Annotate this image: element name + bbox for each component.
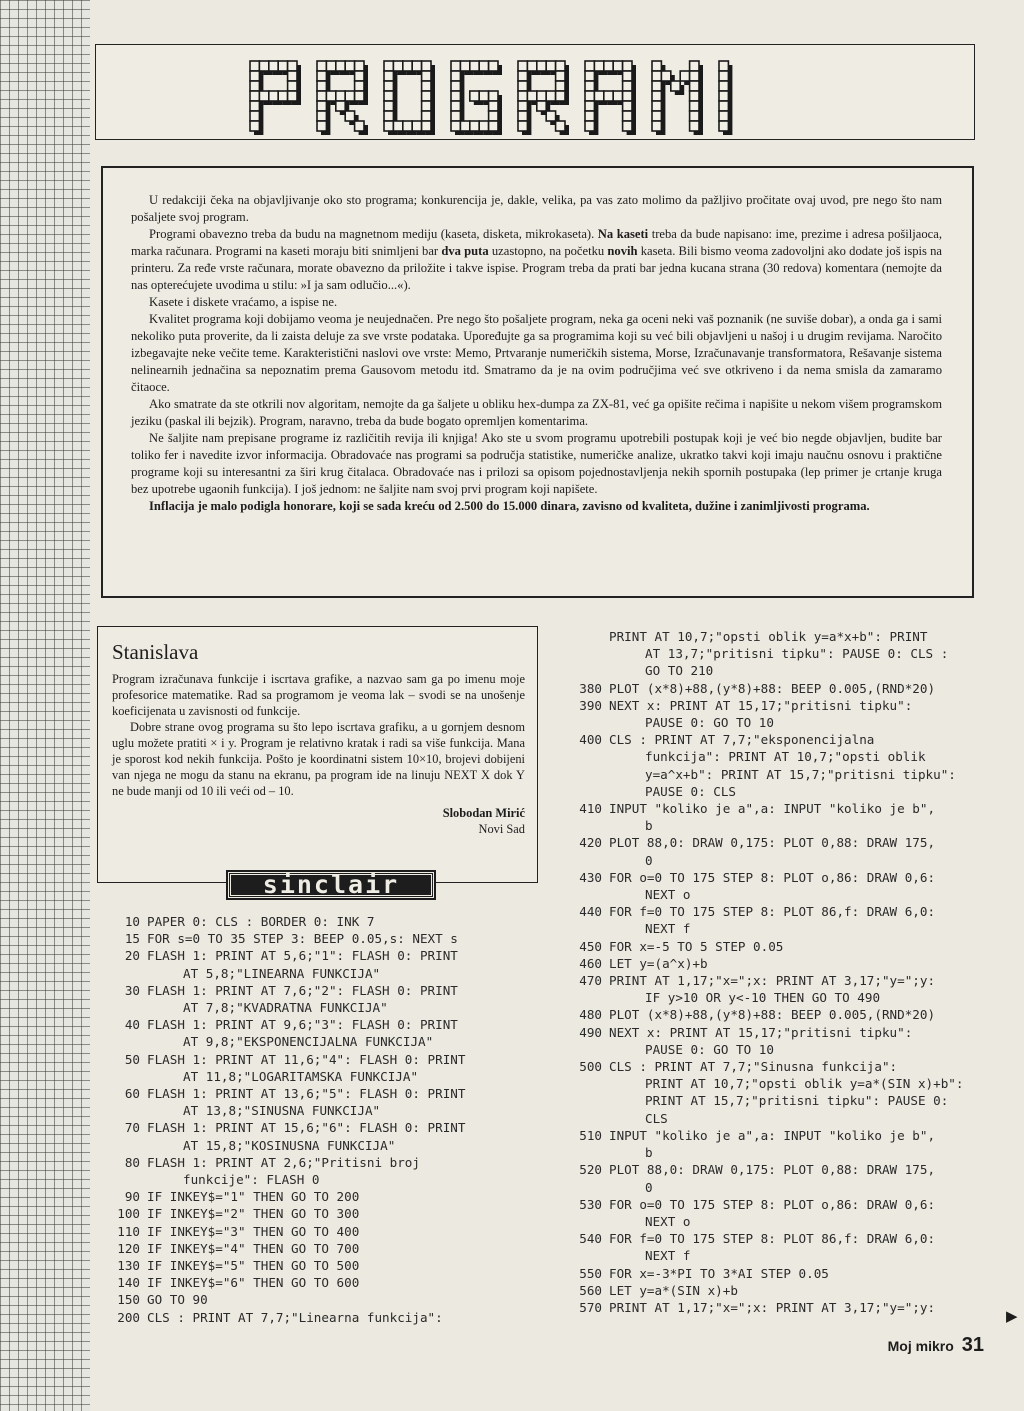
line-number: 10 [124, 914, 140, 929]
code-line [104, 1257, 524, 1274]
intro-emphasis: Na kaseti [597, 227, 649, 241]
code-line [566, 1058, 986, 1075]
code-line [566, 1230, 986, 1247]
code-text: FOR o=0 TO 175 STEP 8: PLOT o,86: DRAW 0,6: [609, 869, 936, 885]
logo-letter [518, 61, 569, 135]
basic-listing-left [104, 913, 524, 1326]
code-line [566, 938, 986, 955]
code-text: IF INKEY$="3" THEN GO TO 400 [147, 1223, 360, 1239]
code-line [104, 982, 524, 999]
line-number [566, 1092, 609, 1109]
code-text: PAPER 0: CLS : BORDER 0: INK 7 [147, 914, 375, 929]
line-number: 410 [579, 801, 602, 817]
page-footer [888, 1334, 984, 1357]
line-number: 120 [117, 1240, 140, 1256]
code-line [566, 852, 986, 869]
code-text: NEXT o [645, 1213, 691, 1229]
code-line [566, 920, 986, 937]
article-paragraph-1: Program izračunava funkcije i iscrtava grafike, a nazvao sam ga po imenu moje profesorice matematike. Rad sa programom je veoma lak – svodi se na unošenje koeficijenata u zavisnosti od funkcije. [112, 672, 525, 718]
code-line [104, 1068, 524, 1085]
logo-letter [384, 61, 435, 135]
code-text: AT 15,8;"KOSINUSNA FUNKCIJA" [183, 1137, 396, 1153]
intro-text: Programi obavezno treba da budu na magnetnom mediju (kaseta, disketa, mikrokaseta). [149, 227, 598, 241]
intro-text: Kvalitet programa koji dobijamo veoma je neujednačen. Pre nego što pošaljete program, neka ga oceni neki vaš poznanik (ne suviše dobar), a onda ga i sami nekoliko puta proverite, da li zaista deluje za sve vrste podataka. Upoređujte ga sa programima koji su već bili objavljeni u našoj i u drugim revijama. Naročito izbegavajte neke večite teme. Karakteristični naslovi ove vrste: Memo, Prtvaranje numeričkih sistema, Morse, Izračunavanje transformatora, Rešavanje sistema nelinearnih jednačina sa nepoznatim prema Gausovom metodu itd. Smatramo da je na ovim područjima već sve otkriveno i da nema smisla da zamaramo čitaoce. [131, 312, 942, 394]
code-text: CLS [645, 1110, 668, 1126]
code-line [104, 1016, 524, 1033]
article-stanislava [97, 626, 538, 883]
code-line [566, 1041, 986, 1058]
code-line [566, 1282, 986, 1299]
logo-letter [652, 61, 703, 135]
programi-logo [246, 55, 826, 135]
article-title: Stanislava [112, 640, 199, 664]
line-number: 470 [579, 973, 602, 989]
intro-paragraph [131, 294, 942, 311]
line-number: 140 [117, 1275, 140, 1291]
code-line [104, 1274, 524, 1291]
code-text: NEXT x: PRINT AT 15,17;"pritisni tipku": [609, 1024, 913, 1040]
code-text: AT 13,7;"pritisni tipku": PAUSE 0: CLS : [645, 646, 949, 662]
line-number: 390 [579, 697, 602, 713]
code-line [566, 697, 986, 714]
code-text: AT 7,8;"KVADRATNA FUNKCIJA" [183, 1000, 388, 1016]
code-text: FOR x=-5 TO 5 STEP 0.05 [609, 938, 784, 954]
code-line [566, 1092, 986, 1109]
line-number [566, 886, 609, 903]
code-text: FOR f=0 TO 175 STEP 8: PLOT 86,f: DRAW 6,0: [609, 1231, 936, 1247]
code-line [566, 989, 986, 1006]
code-line [104, 1137, 524, 1154]
line-number [566, 1075, 609, 1092]
code-line [104, 1119, 524, 1136]
code-text: IF INKEY$="2" THEN GO TO 300 [147, 1206, 360, 1222]
code-line [104, 930, 524, 947]
code-line [566, 955, 986, 972]
code-line [104, 1188, 524, 1205]
logo-letter [451, 61, 502, 135]
sinclair-logo: sinclair [228, 872, 434, 898]
intro-text: kaseta. Bili bismo veoma zadovoljni ako dodate još ispis na printeru. Za ređe vrste računara, morate obavezno da priložite i takve ispise. Program treba da prati bar jedna kucana strana (30 redova) komentara (nemojte da nas opterećujete uvodima u stilu: »I ja sam odlučio...«). [131, 244, 943, 292]
code-text: AT 13,8;"SINUSNA FUNKCIJA" [183, 1103, 381, 1119]
intro-emphasis: dva puta [441, 244, 489, 258]
code-line [566, 1179, 986, 1196]
code-line [566, 628, 986, 645]
code-line [104, 999, 524, 1016]
code-text: PLOT (x*8)+88,(y*8)+88: BEEP 0.005,(RND*20) [609, 1007, 936, 1023]
code-text: GO TO 90 [147, 1292, 208, 1308]
line-number [566, 1247, 609, 1264]
basic-listing-right [566, 628, 986, 1316]
line-number [566, 1041, 609, 1058]
code-line [104, 1154, 524, 1171]
line-number [566, 783, 609, 800]
code-line [566, 800, 986, 817]
title-banner [95, 44, 975, 140]
code-text: FOR s=0 TO 35 STEP 3: BEEP 0.05,s: NEXT s [147, 931, 458, 947]
code-text: GO TO 210 [645, 663, 714, 679]
line-number [104, 1068, 147, 1085]
intro-paragraph [131, 311, 942, 396]
code-line [566, 662, 986, 679]
line-number [566, 1179, 609, 1196]
line-number: 90 [124, 1189, 140, 1205]
code-text: PRINT AT 1,17;"x=";x: PRINT AT 3,17;"y=";y: [609, 1299, 936, 1315]
line-number: 500 [579, 1059, 602, 1075]
code-text: PLOT 88,0: DRAW 0,175: PLOT 0,88: DRAW 175, [609, 835, 936, 851]
code-text: CLS : PRINT AT 7,7;"Sinusna funkcija": [609, 1059, 898, 1075]
code-line [566, 766, 986, 783]
submission-guidelines [101, 166, 974, 598]
logo-letter [719, 61, 732, 135]
code-text: IF INKEY$="4" THEN GO TO 700 [147, 1240, 360, 1256]
logo-letter [317, 61, 368, 135]
code-line [566, 1299, 986, 1316]
code-text: FLASH 1: PRINT AT 13,6;"5": FLASH 0: PRINT [147, 1086, 466, 1102]
code-line [566, 1127, 986, 1144]
code-text: AT 5,8;"LINEARNA FUNKCIJA" [183, 965, 381, 981]
line-number: 460 [579, 955, 602, 971]
line-number: 150 [117, 1292, 140, 1308]
code-text: PAUSE 0: CLS [645, 783, 736, 799]
line-number: 130 [117, 1258, 140, 1274]
code-text: PLOT (x*8)+88,(y*8)+88: BEEP 0.005,(RND*20) [609, 680, 936, 696]
intro-text: uzastopno, na početku [488, 244, 608, 258]
author-name: Slobodan Mirić [442, 806, 525, 820]
line-number [566, 766, 609, 783]
code-text: NEXT x: PRINT AT 15,17;"pritisni tipku": [609, 697, 913, 713]
code-text: IF y>10 OR y<-10 THEN GO TO 490 [645, 990, 881, 1006]
code-text: PAUSE 0: GO TO 10 [645, 1041, 774, 1057]
code-text: PLOT 88,0: DRAW 0,175: PLOT 0,88: DRAW 175, [609, 1162, 936, 1178]
code-text: FLASH 1: PRINT AT 5,6;"1": FLASH 0: PRINT [147, 948, 458, 964]
code-line [566, 834, 986, 851]
line-number [566, 628, 609, 645]
line-number: 100 [117, 1206, 140, 1222]
code-text: FOR o=0 TO 175 STEP 8: PLOT o,86: DRAW 0,6: [609, 1196, 936, 1212]
code-line [566, 1247, 986, 1264]
line-number: 550 [579, 1265, 602, 1281]
code-text: IF INKEY$="5" THEN GO TO 500 [147, 1258, 360, 1274]
intro-paragraph [131, 226, 942, 294]
line-number [566, 1110, 609, 1127]
code-text: INPUT "koliko je a",a: INPUT "koliko je b", [609, 801, 936, 817]
code-line [566, 1144, 986, 1161]
line-number [104, 999, 147, 1016]
line-number: 400 [579, 732, 602, 748]
code-text: y=a^x+b": PRINT AT 15,7;"pritisni tipku": [645, 766, 956, 782]
line-number: 30 [124, 982, 140, 998]
code-line [566, 1024, 986, 1041]
intro-paragraph [131, 430, 942, 498]
line-number: 560 [579, 1282, 602, 1298]
code-text: b [645, 1145, 653, 1161]
code-line [566, 1075, 986, 1092]
code-line [566, 972, 986, 989]
code-line [566, 714, 986, 731]
code-line [104, 1033, 524, 1050]
line-number [104, 1137, 147, 1154]
intro-paragraph [131, 498, 942, 515]
code-line [566, 731, 986, 748]
code-text: IF INKEY$="6" THEN GO TO 600 [147, 1275, 360, 1291]
line-number: 440 [579, 904, 602, 920]
code-text: LET y=a*(SIN x)+b [609, 1282, 738, 1298]
code-text: b [645, 818, 653, 834]
code-line [566, 903, 986, 920]
article-paragraph-2: Dobre strane ovog programa su što lepo iscrtava grafiku, a u gornjem desnom uglu možete pratiti × i y. Program je relativno kratak i radi sa više funkcija. Mana je sporost kod nekih funkcija. Pošto je koordinatni sistem 10×10, brojevi dobijeni van njega ne mogu da stanu na ekranu, pa program ide na linuju NEXT X dok Y ne bude manji od 10 ili veći od – 10. [112, 720, 525, 798]
line-number: 20 [124, 948, 140, 964]
code-text: PRINT AT 10,7;"opsti oblik y=a*x+b": PRINT [609, 629, 928, 644]
code-line [566, 1196, 986, 1213]
line-number [566, 1144, 609, 1161]
code-text: FLASH 1: PRINT AT 7,6;"2": FLASH 0: PRINT [147, 982, 458, 998]
code-text: FLASH 1: PRINT AT 9,6;"3": FLASH 0: PRINT [147, 1017, 458, 1033]
line-number: 15 [124, 931, 140, 947]
line-number [566, 748, 609, 765]
line-number: 570 [579, 1299, 602, 1315]
line-number [104, 1033, 147, 1050]
code-line [566, 1265, 986, 1282]
code-line [104, 1223, 524, 1240]
line-number: 530 [579, 1196, 602, 1212]
line-number [104, 1171, 147, 1188]
article-author [112, 805, 525, 837]
code-line [566, 680, 986, 697]
code-line [566, 1213, 986, 1230]
margin-grid [0, 0, 90, 1411]
code-text: PRINT AT 15,7;"pritisni tipku": PAUSE 0: [645, 1093, 949, 1109]
code-text: CLS : PRINT AT 7,7;"Linearna funkcija": [147, 1309, 443, 1325]
intro-paragraph [131, 396, 942, 430]
code-line [104, 965, 524, 982]
line-number: 520 [579, 1162, 602, 1178]
intro-text: Kasete i diskete vraćamo, a ispise ne. [149, 295, 338, 309]
line-number: 510 [579, 1127, 602, 1143]
line-number: 200 [117, 1309, 140, 1325]
code-text: AT 9,8;"EKSPONENCIJALNA FUNKCIJA" [183, 1034, 434, 1050]
logo-letter [250, 61, 301, 135]
code-line [104, 1102, 524, 1119]
code-text: NEXT o [645, 887, 691, 903]
line-number [566, 989, 609, 1006]
line-number [566, 1213, 609, 1230]
line-number: 110 [117, 1223, 140, 1239]
code-text: FLASH 1: PRINT AT 15,6;"6": FLASH 0: PRINT [147, 1120, 466, 1136]
code-text: FLASH 1: PRINT AT 2,6;"Pritisni broj [147, 1154, 420, 1170]
intro-text: Ne šaljite nam prepisane programe iz različitih revija ili knjiga! Ako ste u svom programu upotrebili postupak koji je već bio negde objavljen, budite bar toliko fer i navedite izvor informacija. Obradovaće nas programi sa područja statistike, numeričke analize, ukratko takvi koji imaju naučnu osnovu i praktične programe koji su interesantni za širi krug čitalaca. Obradovaće nas i prilozi sa opisom pojednostavljenja nekih spornih postupaka (lep primer je crtanje kruga bez upotrebe ugaonih funkcija). I još jednom: ne šaljite nam svoj prvi program koji napišete. [131, 431, 942, 496]
intro-paragraph [131, 192, 942, 226]
code-text: funkcija": PRINT AT 10,7;"opsti oblik [645, 749, 926, 765]
line-number: 380 [579, 680, 602, 696]
line-number [566, 645, 609, 662]
intro-emphasis: Inflacija je malo podigla honorare, koji se sada kreću od 2.500 do 15.000 dinara, zavisno od kvaliteta, dužine i zanimljivosti programa. [149, 499, 870, 513]
line-number: 490 [579, 1024, 602, 1040]
line-number [566, 920, 609, 937]
page-number: 31 [961, 1334, 984, 1356]
code-text: 0 [645, 1179, 653, 1195]
code-line [104, 1205, 524, 1222]
code-text: PAUSE 0: GO TO 10 [645, 715, 774, 731]
line-number: 50 [124, 1051, 140, 1067]
code-line [566, 886, 986, 903]
continue-arrow-icon: ▶ [1006, 1309, 1018, 1325]
code-line [104, 947, 524, 964]
intro-text: Ako smatrate da ste otkrili nov algoritam, nemojte da ga šaljete u obliku hex-dumpa za ZX-81, već ga opišite rečima i napišite u nekom višem programskom jeziku (paskal ili bejzik). Program, naravno, treba da bude bogato opremljen komentarima. [131, 397, 942, 428]
line-number [104, 1102, 147, 1119]
code-line [104, 913, 524, 930]
line-number [104, 965, 147, 982]
code-line [566, 783, 986, 800]
code-text: PRINT AT 10,7;"opsti oblik y=a*(SIN x)+b": [645, 1076, 964, 1092]
code-text: FLASH 1: PRINT AT 11,6;"4": FLASH 0: PRINT [147, 1051, 466, 1067]
line-number: 60 [124, 1086, 140, 1102]
intro-text: treba da bude napisano: ime, prezime i adresa pošiljaoca, marka računara. Programi na kaseti moraju biti snimljeni bar [131, 227, 943, 258]
line-number [566, 852, 609, 869]
code-line [104, 1309, 524, 1326]
line-number [566, 817, 609, 834]
code-line [104, 1171, 524, 1188]
line-number: 430 [579, 869, 602, 885]
code-text: LET y=(a^x)+b [609, 955, 708, 971]
code-line [104, 1240, 524, 1257]
code-text: CLS : PRINT AT 7,7;"eksponencijalna [609, 732, 875, 748]
code-line [566, 869, 986, 886]
code-line [566, 817, 986, 834]
code-line [566, 1110, 986, 1127]
line-number: 420 [579, 835, 602, 851]
code-text: FOR x=-3*PI TO 3*AI STEP 0.05 [609, 1265, 829, 1281]
line-number: 70 [124, 1120, 140, 1136]
code-text: IF INKEY$="1" THEN GO TO 200 [147, 1189, 360, 1205]
intro-text: U redakciji čeka na objavljivanje oko sto programa; konkurencija je, dakle, velika, pa vas zato molimo da pažljivo pročitate ovaj uvod, pre nego što nam pošaljete svoj program. [131, 193, 942, 224]
code-text: NEXT f [645, 921, 691, 937]
code-line [566, 1161, 986, 1178]
line-number [566, 662, 609, 679]
logo-letter [585, 61, 636, 135]
code-text: 0 [645, 852, 653, 868]
code-line [566, 645, 986, 662]
code-text: funkcije": FLASH 0 [183, 1172, 320, 1188]
code-line [104, 1051, 524, 1068]
code-text: AT 11,8;"LOGARITAMSKA FUNKCIJA" [183, 1068, 419, 1084]
magazine-name: Moj mikro [887, 1338, 954, 1354]
code-line [104, 1291, 524, 1308]
code-text: NEXT f [645, 1248, 691, 1264]
line-number [566, 714, 609, 731]
intro-emphasis: novih [607, 244, 638, 258]
line-number: 40 [124, 1017, 140, 1033]
code-text: PRINT AT 1,17;"x=";x: PRINT AT 3,17;"y=";y: [609, 973, 936, 989]
code-line [566, 1006, 986, 1023]
code-text: FOR f=0 TO 175 STEP 8: PLOT 86,f: DRAW 6,0: [609, 904, 936, 920]
line-number: 450 [579, 938, 602, 954]
code-line [104, 1085, 524, 1102]
code-text: INPUT "koliko je a",a: INPUT "koliko je b", [609, 1127, 936, 1143]
author-city: Novi Sad [478, 822, 525, 836]
line-number: 480 [579, 1007, 602, 1023]
line-number: 80 [124, 1154, 140, 1170]
code-line [566, 748, 986, 765]
line-number: 540 [579, 1231, 602, 1247]
